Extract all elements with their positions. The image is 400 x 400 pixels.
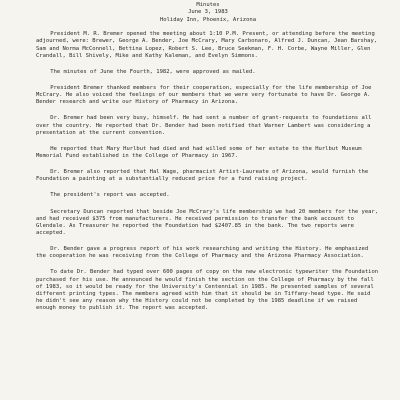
meeting-location: Holiday Inn, Phoenix, Arizona <box>159 16 257 23</box>
paragraph-hurlbut-estate: He reported that Mary Hurlbut had died and had willed some of her estate to the Hurlbut Museum Memorial Fund established in the College of Pharmacy in 1967. <box>36 145 362 159</box>
minutes-header <box>36 2 380 24</box>
paragraph-typewriter: To date Dr. Bender had typed over 600 pages of copy on the new electronic typewriter the Foundation purchased for his use. He announced he would finish the section on the College of Pharmacy by the fall of 1983, so it would be ready for the University's Centennial in 1985. He presented samples of several different printing types. The members agreed with him that it should be in Tiffany-head type. He said he didn't see any reason why the History could not be completed by the 1985 deadline if we raised enough money to publish it. The report was accepted. <box>36 269 379 312</box>
paragraph-secretary-report: Secretary Duncan reported that beside Joe McCrary's life membership we had 20 members for the year, and had received $375 from manufacturers. He received permission to transfer the bank account to Glendale. As Treasurer he reported the Foundation had $2407.85 in the bank. The two reports were accepted. <box>36 208 379 236</box>
paragraph-president-thanks: President Bremer thanked members for their cooperation, especially for the life membership of Joe McCrary. He also voiced the feelings of our members that we were very fortunate to have Dr. George A. Bender research and write our History of Pharmacy in Arizona. <box>36 84 372 106</box>
meeting-date: June 3, 1983 <box>188 9 228 16</box>
paragraph-grant-requests: Dr. Bremer had been very busy, himself. He had sent a number of grant-requests to foundations all over the country. He reported that Dr. Bender had been notified that Warner Lambert was considering a presentation at the current convention. <box>36 115 372 136</box>
paragraph-attendance: President M. R. Bremer opened the meeting about 1:10 P.M. Present, or attending before the meeting adjourned, were: Brewer, George A. Bender, Joe McCrary, Mary Carbonaro, Alfred J. Duncan, Jean Barshay, Sam and Norma McConnell, Bettina Lopez, Robert S. Lee, Bruce Seekman, F. H. Corbe, Wayne Miller, Glen Crandall, Bill Shively, Mike and Kathy Kaleman, and Evelyn Simmons. <box>36 31 378 59</box>
paragraph-progress-report: Dr. Bender gave a progress report of his work researching and writing the History. He emphasized the cooperation he was receiving from the College of Pharmacy and the Arizona Pharmacy Association. <box>36 246 369 260</box>
paragraph-painting: Dr. Bremer also reported that Hal Wage, pharmacist Artist-Laureate of Arizona, would furnish the Foundation a painting at a substantially reduced price for a fund raising project. <box>36 169 369 183</box>
paragraph-minutes-approval: The minutes of June the Fourth, 1982, were approved as mailed. <box>50 68 256 75</box>
document-title: Minutes <box>196 2 220 8</box>
paragraph-report-accepted: The president's report was accepted. <box>50 192 170 199</box>
